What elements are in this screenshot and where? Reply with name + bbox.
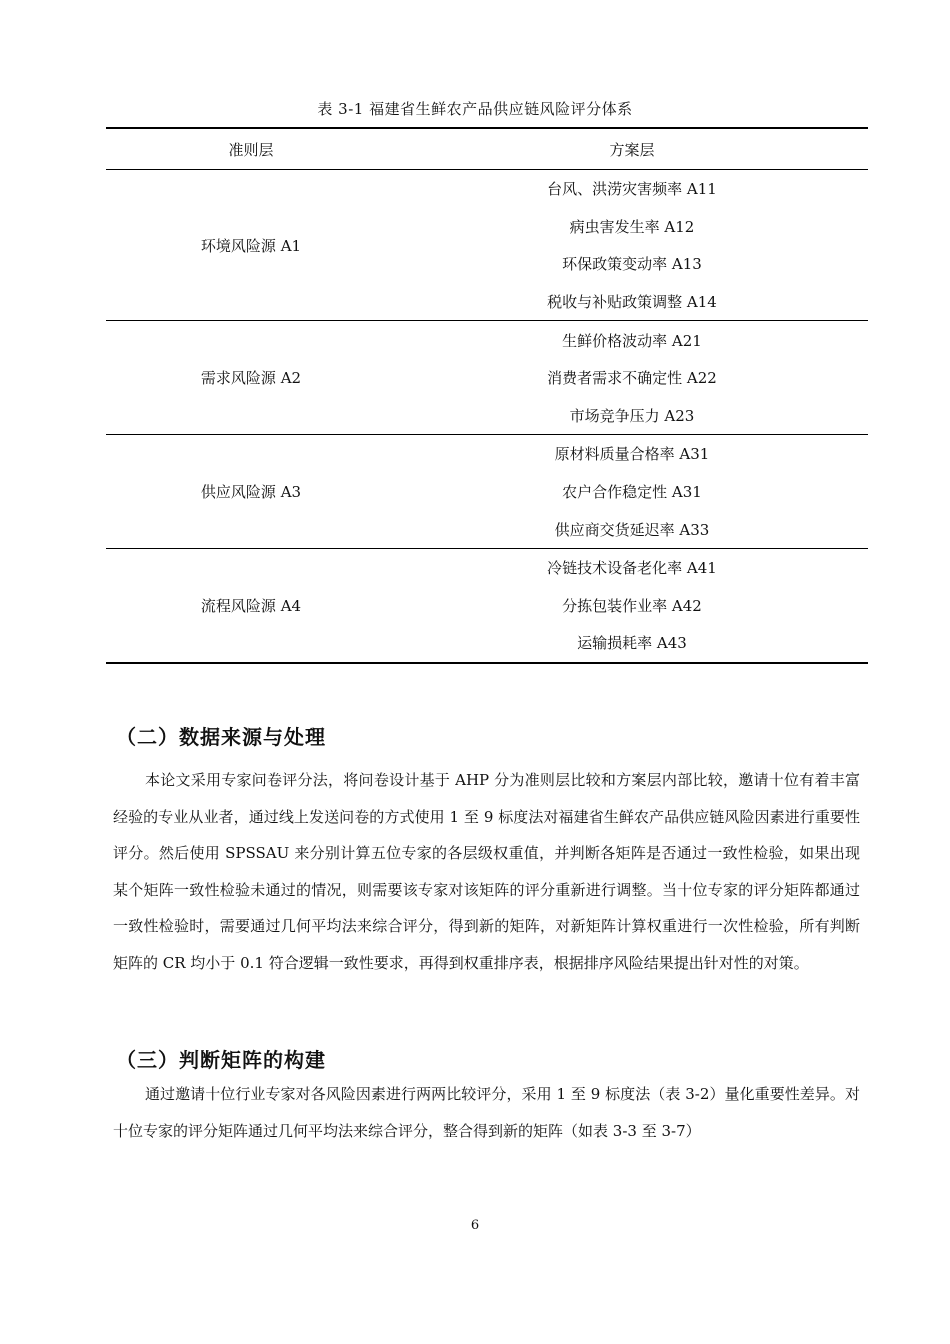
paragraph-data-source: 本论文采用专家问卷评分法，将问卷设计基于 AHP 分为准则层比较和方案层内部比较，邀请十位有着丰富经验的专业从业者，通过线上发送问卷的方式使用 1 至 9 标度法对福建省生鲜农产品供应链风险因素进行重要性评分。然后使用 SPSSAU 来分别计算五位专家的各层级权重值，并判断各矩阵是否通过一致性检验，如果出现某个矩阵一致性检验未通过的情况，则需要该专家对该矩阵的评分重新进行调整。当十位专家的评分矩阵都通过一致性检验时，需要通过几何平均法来综合评分，得到新的矩阵，对新矩阵计算权重进行一次性检验，所有判断矩阵的 CR 均小于 0.1 符合逻辑一致性要求，再得到权重排序表，根据排序风险结果提出针对性的对策。: [113, 771, 860, 972]
section-heading-judgment-matrix: （三）判断矩阵的构建: [116, 1048, 326, 1072]
table-group-a2: [106, 321, 868, 435]
header-criterion-layer: 准则层: [228, 140, 274, 159]
table-group-a4: [106, 548, 868, 662]
scheme-cell: 生鲜价格波动率 A21: [562, 331, 702, 350]
table-caption: 表 3-1 福建省生鲜农产品供应链风险评分体系: [317, 100, 633, 118]
table-row: [106, 548, 868, 586]
scheme-cell: 环保政策变动率 A13: [562, 255, 702, 274]
risk-scoring-table: [106, 127, 868, 664]
scheme-cell: 原材料质量合格率 A31: [554, 445, 710, 464]
scheme-cell: 分拣包装作业率 A42: [562, 596, 702, 615]
criterion-cell: 供应风险源 A3: [200, 483, 302, 502]
page-number: 6: [470, 1218, 480, 1233]
table-header-row: [106, 128, 868, 170]
criterion-cell: 需求风险源 A2: [200, 369, 302, 388]
scheme-cell: 运输损耗率 A43: [577, 634, 687, 653]
table-row: [106, 435, 868, 473]
scheme-cell: 病虫害发生率 A12: [569, 217, 695, 236]
scheme-cell: 税收与补贴政策调整 A14: [547, 293, 717, 312]
criterion-cell: 流程风险源 A4: [200, 596, 302, 615]
table-group-a1: [106, 170, 868, 321]
scheme-cell: 消费者需求不确定性 A22: [547, 369, 717, 388]
scheme-cell: 台风、洪涝灾害频率 A11: [547, 180, 717, 199]
table-row: [106, 321, 868, 359]
scheme-cell: 冷链技术设备老化率 A41: [547, 559, 717, 578]
paragraph-judgment-matrix: 通过邀请十位行业专家对各风险因素进行两两比较评分，采用 1 至 9 标度法（表 3-2）量化重要性差异。对十位专家的评分矩阵通过几何平均法来综合评分，整合得到新的矩阵（如表 3-3 至 3-7）: [113, 1085, 860, 1140]
scheme-cell: 市场竞争压力 A23: [569, 406, 695, 425]
section-heading-data-source: （二）数据来源与处理: [116, 725, 326, 749]
scheme-cell: 农户合作稳定性 A31: [562, 483, 702, 502]
table-row: [106, 170, 868, 208]
header-scheme-layer: 方案层: [609, 140, 655, 159]
scheme-cell: 供应商交货延迟率 A33: [554, 520, 710, 539]
criterion-cell: 环境风险源 A1: [200, 236, 302, 255]
table-group-a3: [106, 435, 868, 549]
